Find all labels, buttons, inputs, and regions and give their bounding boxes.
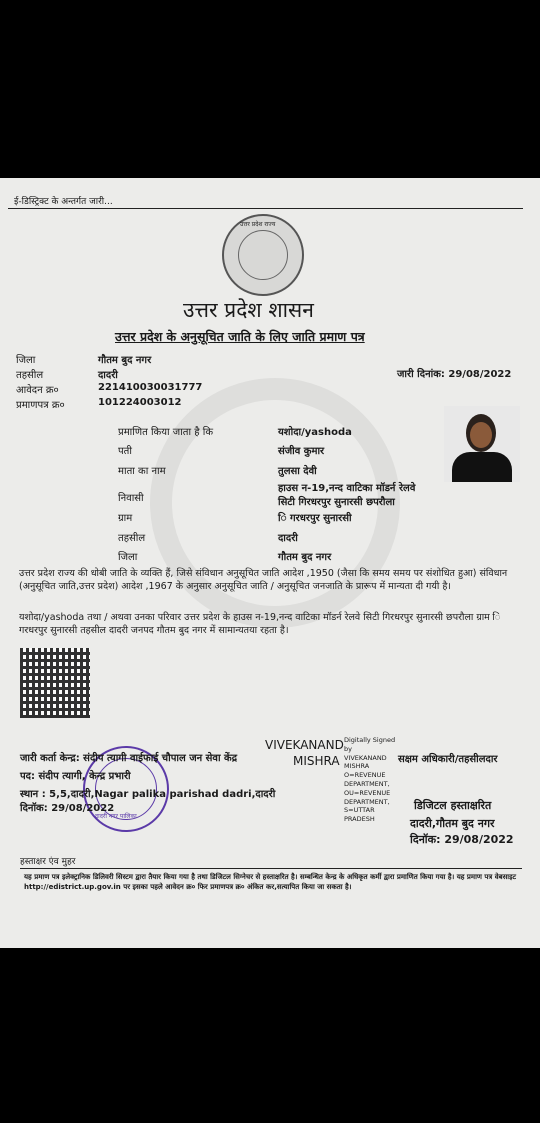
stamp-text: दादरी नगर पालिका [95, 813, 137, 820]
digital-signature-block [344, 736, 395, 824]
detail-label-husband: पती [118, 446, 132, 457]
detail-label-resident: निवासी [118, 493, 144, 504]
district-value: गौतम बुद नगर [98, 355, 152, 366]
certificate-no-value: 101224003012 [98, 397, 182, 408]
header-note: ई-डिस्ट्रिक्ट के अन्तर्गत जारी... [14, 197, 113, 207]
applicant-photo [444, 406, 520, 482]
gov-title: उत्तर प्रदेश शासन [183, 298, 314, 322]
emblem-text: उत्तर प्रदेश राज्य [240, 221, 276, 228]
certificate-title: उत्तर प्रदेश के अनुसूचित जाति के लिए जाति प्रमाण पत्र [115, 329, 365, 344]
detail-value-address-1: हाउस न-19,नन्द वाटिका मॉडर्न रेलवे [278, 483, 416, 494]
detail-label-mother: माता का नाम [118, 466, 166, 477]
digitally-signed-hindi: डिजिटल हस्ताक्षरित [414, 799, 492, 812]
tehsil-value: दादरी [98, 370, 118, 381]
signature-seal-label: हस्ताक्षर एंव मुहर [20, 857, 76, 867]
tehsil-label: तहसील [16, 370, 44, 381]
caste-paragraph: उत्तर प्रदेश राज्य की धोबी जाति के व्यक्ति हैं, जिसे संविधान अनुसूचित जाति आदेश ,1950 (जैसा कि समय समय पर संशोधित हुआ) संविधान (अनुसूचित जाति,उत्तर प्रदेश) आदेश ,1967 के अनुसार अनुसूचित जाति / अनुसूचित जनजाति के प्रारूप में मान्यता दी गयी है। [19, 568, 508, 592]
up-emblem-logo [222, 214, 304, 296]
detail-value-district: गौतम बुद नगर [278, 552, 332, 563]
footer-rule [20, 868, 522, 869]
detail-value-name: यशोदा/yashoda [278, 427, 352, 438]
signer-name-line1: VIVEKANAND [265, 738, 344, 752]
issuer-center: जारी कर्ता केन्द्र: संदीप त्यागी वाईफाई चौपाल जन सेवा केंद्र [20, 753, 238, 764]
digital-line-6: DEPARTMENT, [344, 779, 390, 788]
digital-line-8: DEPARTMENT, [344, 797, 390, 806]
detail-label-village: ग्राम [118, 513, 133, 524]
issuer-date: दिनॉक: 29/08/2022 [20, 803, 115, 814]
detail-label-certified: प्रमाणित किया जाता है कि [118, 427, 214, 438]
qr-code[interactable] [20, 648, 90, 718]
digital-line-1: Digitally Signed [344, 736, 396, 744]
emblem-bow-fish-icon [238, 230, 288, 280]
signer-authority: सक्षम अधिकारी/तहसीलदार [398, 754, 498, 765]
certificate-page [0, 178, 540, 948]
digital-line-9: S=UTTAR [344, 806, 375, 815]
footer-note: यह प्रमाण पत्र इलेक्ट्रानिक डिलिवरी सिस्टम द्वारा तैयार किया गया है तथा डिजिटल सिग्नेचर से हस्ताक्षरित है। सम्बन्धित केन्द्र के अधिकृत कर्मी द्वारा प्रमाणित किया गया है। यह प्रमाण पत्र वेबसाइट http://edistrict.up.gov.in पर इसका पहले आवेदन क्र० फिर प्रमाणपत्र क्र० अंकित कर,सत्यापित किया जा सकता है। [24, 873, 517, 891]
district-label: जिला [16, 355, 36, 366]
detail-value-village: ि गरधरपुर सुनारसी [278, 513, 352, 524]
issuer-place: स्थान : 5,5,दादरी,Nagar palika parishad dadri,दादरी [20, 789, 276, 800]
detail-label-tehsil: तहसील [118, 533, 146, 544]
signer-date: दिनॉक: 29/08/2022 [410, 833, 514, 846]
signer-place: दादरी,गौतम बुद नगर [410, 817, 495, 830]
certificate-no-label: प्रमाणपत्र क्र० [16, 400, 65, 411]
detail-value-mother: तुलसा देवी [278, 466, 317, 477]
photo-face [470, 422, 492, 448]
residence-paragraph: यशोदा/yashoda तथा / अथवा उनका परिवार उत्तर प्रदेश के हाउस न-19,नन्द वाटिका मॉडर्न रेलवे सिटी गिरधरपुर सुनारसी छपरौला ग्राम ि गरधरपुर सुनारसी तहसील दादरी जनपद गौतम बुद नगर में सामान्यतया रहता है। [19, 612, 501, 636]
detail-value-tehsil: दादरी [278, 533, 298, 544]
digital-line-5: O=REVENUE [344, 771, 386, 780]
digital-line-4: MISHRA [344, 762, 370, 771]
issuer-post: पद: संदीप त्यागी, केन्द्र प्रभारी [20, 771, 131, 782]
application-no-value: 221410030031777 [98, 382, 203, 393]
digital-line-7: OU=REVENUE [344, 788, 391, 797]
detail-value-husband: संजीव कुमार [278, 446, 325, 457]
photo-body [452, 452, 512, 482]
detail-label-district: जिला [118, 552, 138, 563]
detail-value-address-2: सिटी गिरधरपुर सुनारसी छपरौला [278, 497, 395, 508]
application-no-label: आवेदन क्र० [16, 385, 59, 396]
signer-name-line2: MISHRA [293, 754, 340, 768]
issue-date: जारी दिनांक: 29/08/2022 [397, 369, 512, 380]
digital-line-10: PRADESH [344, 815, 375, 824]
digital-line-3: VIVEKANAND [344, 753, 387, 762]
header-rule [8, 208, 523, 209]
digital-line-2: by [344, 744, 352, 753]
